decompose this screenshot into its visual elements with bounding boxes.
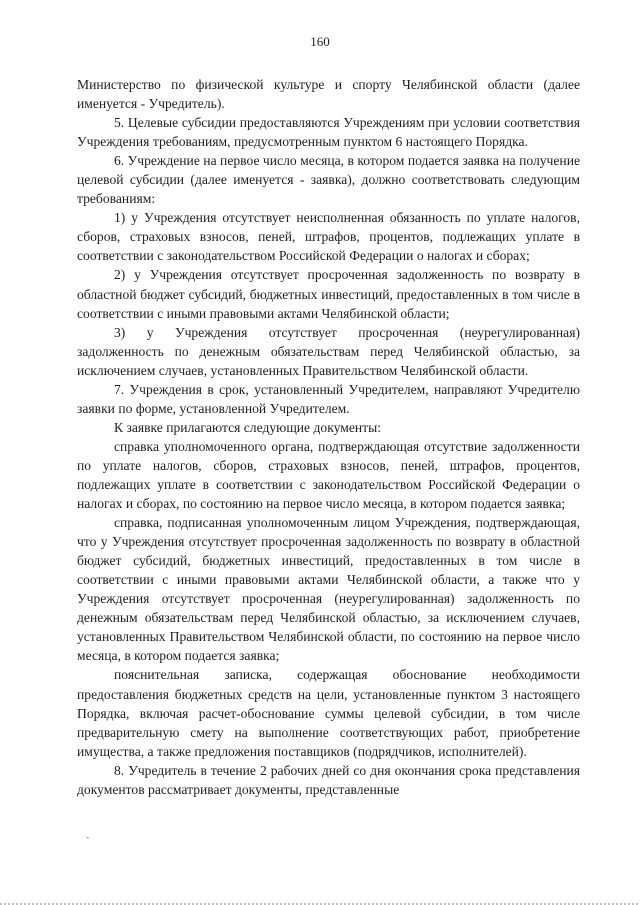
bottom-mark: - — [86, 832, 89, 842]
paragraph: 8. Учредитель в течение 2 рабочих дней со дня окончания срока представления документов рассматривает документы, представленные — [77, 762, 580, 797]
paragraph: 6. Учреждение на первое число месяца, в котором подается заявка на получение целевой субсидии (далее именуется - заявка), должно соответствовать следующим требованиям: — [77, 153, 580, 207]
page-number: 160 — [310, 34, 330, 49]
paragraph: пояснительная записка, содержащая обоснование необходимости предоставления бюджетных средств на цели, установленные пунктом 3 настоящего Порядка, включая расчет-обоснование суммы целевой субсидии, в том числе предварительную смету на выполнение соответствующих работ, приобретение имущества, а также предложения поставщиков (подрядчиков, исполнителей). — [77, 667, 580, 759]
paragraph: справка уполномоченного органа, подтверждающая отсутствие задолженности по уплате налогов, сборов, страховых взносов, пеней, штрафов, процентов, подлежащих уплате в соответствии с законодательством Российской Федерации о налогах и сборах, по состоянию на первое число месяца, в котором подается заявка; — [77, 438, 580, 512]
paragraph: Министерство по физической культуре и спорту Челябинской области (далее именуется - Учредитель). — [77, 77, 580, 112]
paragraph: К заявке прилагаются следующие документы: — [114, 419, 381, 435]
paragraph: справка, подписанная уполномоченным лицом Учреждения, подтверждающая, что у Учреждения отсутствует просроченная задолженность по возврату в областной бюджет субсидий, бюджетных инвестиций, предоставленных в том числе в соответствии с иными правовыми актами Челябинской области, а также что у Учреждения отсутствует просроченная (неурегулированная) задолженность по денежным обязательствам перед Челябинской областью, за исключением случаев, установленных Правительством Челябинской области, по состоянию на первое число месяца, в котором подается заявка; — [77, 515, 580, 664]
paragraph: 3) у Учреждения отсутствует просроченная (неурегулированная) задолженность по денежным обязательствам перед Челябинской областью, за исключением случаев, установленных Правительством Челябинской области. — [77, 324, 580, 378]
paragraph: 2) у Учреждения отсутствует просроченная задолженность по возврату в областной бюджет субсидий, бюджетных инвестиций, предоставленных в том числе в соответствии с иными правовыми актами Челябинской области; — [77, 267, 580, 321]
document-body — [77, 75, 580, 799]
paragraph: 7. Учреждения в срок, установленный Учредителем, направляют Учредителю заявки по форме, установленной Учредителем. — [77, 381, 580, 416]
paragraph: 5. Целевые субсидии предоставляются Учреждениям при условии соответствия Учреждения требованиям, предусмотренным пунктом 6 настоящего Порядка. — [77, 115, 580, 150]
paragraph: 1) у Учреждения отсутствует неисполненная обязанность по уплате налогов, сборов, страховых взносов, пеней, штрафов, процентов, подлежащих уплате в соответствии с законодательством Российской Федерации о налогах и сборах; — [77, 210, 580, 264]
